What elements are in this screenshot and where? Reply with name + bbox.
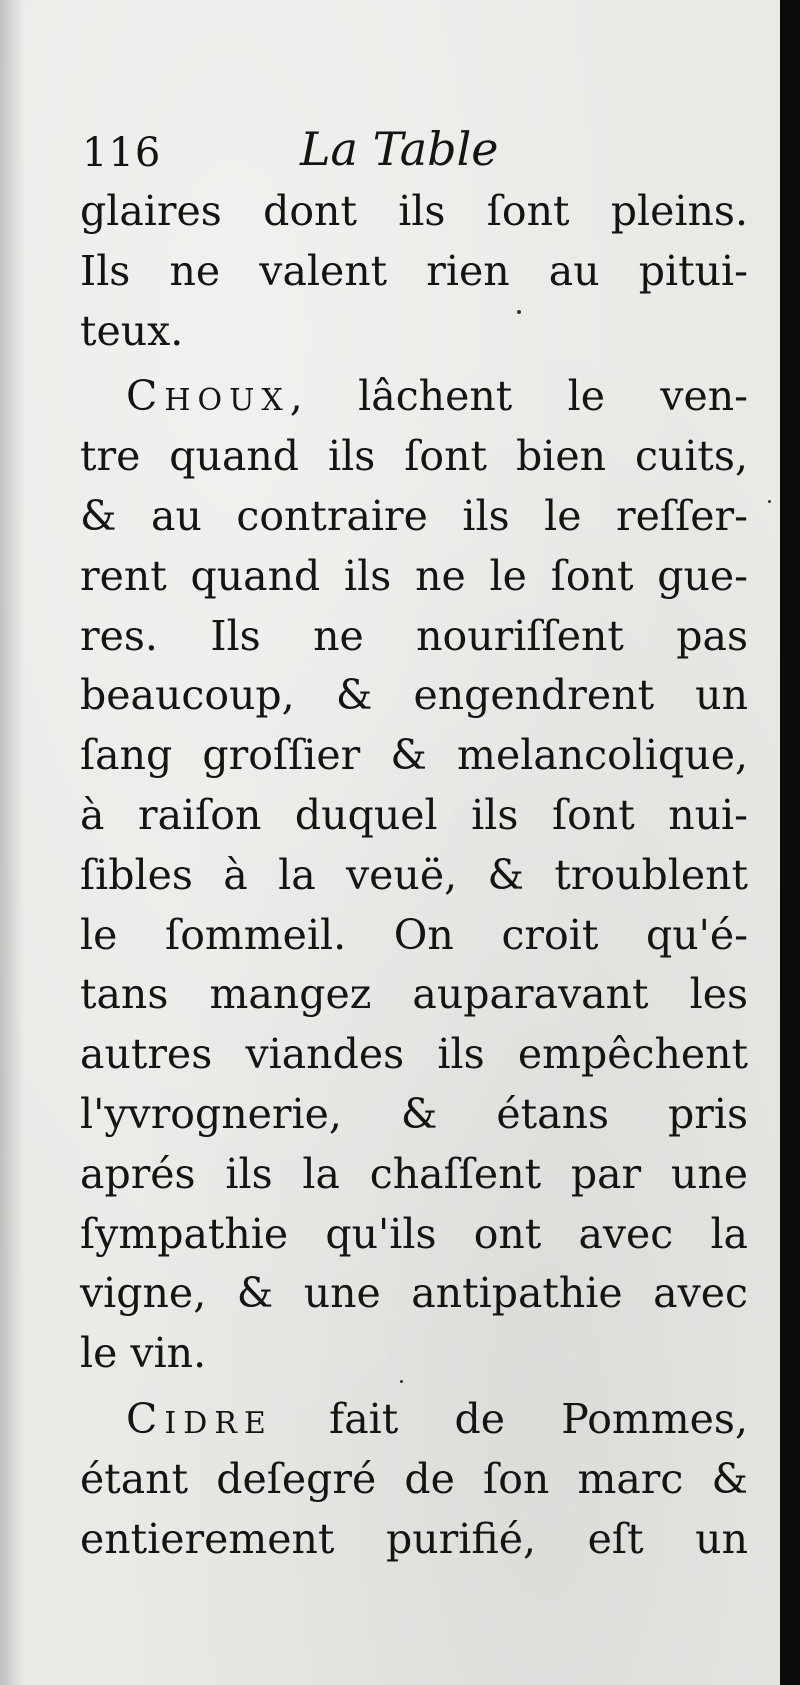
text-line: entierement purifié, eſt un [80, 1514, 748, 1563]
text-line: teux. [80, 306, 184, 355]
text-line: res. Ils ne nouriſſent pas [80, 611, 748, 660]
text-line: Ils ne valent rien au pitui- [80, 246, 748, 295]
text-line: ſympathie qu'ils ont avec la [80, 1209, 748, 1258]
binding-shadow [0, 0, 24, 1685]
running-head: La Table [300, 122, 499, 176]
text-line: rent quand ils ne le ſont gue- [80, 551, 748, 600]
ink-speck [768, 500, 771, 503]
entry-headword-choux: CHOUX [126, 372, 290, 421]
page-number: 116 [82, 130, 162, 176]
text-line: autres viandes ils empêchent [80, 1030, 748, 1079]
text-line: glaires dont ils ſont pleins. [80, 187, 748, 235]
scan-edge [780, 0, 800, 1685]
entry-choux-head-line: CHOUX, lâchent le ven- [126, 372, 748, 421]
entry-cidre-head-line: CIDRE fait de Pommes, [126, 1394, 748, 1443]
text-line: vigne, & une antipathie avec [80, 1269, 748, 1318]
text-line: ſang groſſier & melancolique, [80, 731, 748, 780]
text-line: tans mangez auparavant les [80, 970, 748, 1019]
entry-headword-cidre: CIDRE [126, 1394, 273, 1443]
ink-speck [400, 1380, 403, 1383]
text-line: le ſommeil. On croit qu'é- [80, 910, 748, 959]
text-line: & au contraire ils le reſſer- [80, 491, 748, 540]
ink-speck [517, 310, 521, 314]
text-line: à raiſon duquel ils ſont nui- [80, 790, 748, 839]
text-line: l'yvrognerie, & étans pris [80, 1089, 748, 1138]
text-line: tre quand ils ſont bien cuits, [80, 432, 748, 481]
text-line: ſibles à la veuë, & troublent [80, 850, 748, 899]
text-line: aprés ils la chaſſent par une [80, 1149, 748, 1198]
text-line: beaucoup, & engendrent un [80, 671, 748, 720]
page-text [80, 182, 748, 1569]
text-line: étant deſegré de ſon marc & [80, 1454, 748, 1503]
text-line: le vin. [80, 1329, 207, 1378]
